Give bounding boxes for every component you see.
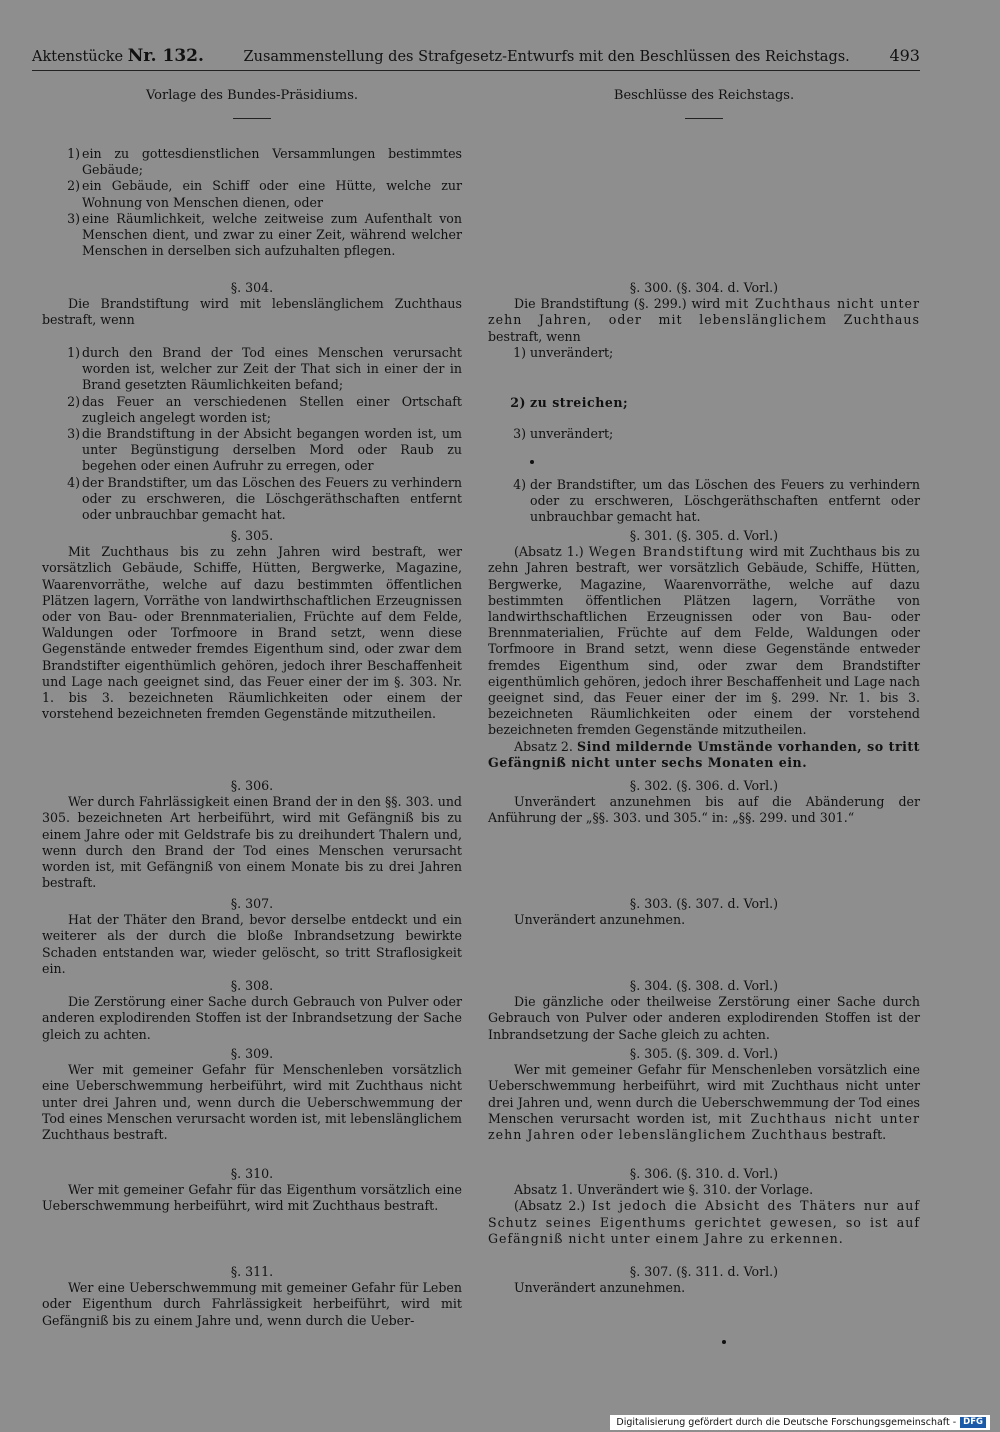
left-section-308	[42, 978, 462, 1043]
section-text: Die Brandstiftung wird mit lebenslänglichem Zuchthaus bestraft, wenn	[42, 296, 462, 328]
right-heading-rule	[685, 118, 723, 119]
list-item	[42, 211, 462, 260]
item-number: 2)	[67, 393, 80, 409]
item-number: 1)	[67, 146, 80, 161]
item-number: 1)	[513, 345, 526, 360]
item-number: 1)	[67, 345, 80, 360]
section-number: §. 301. (§. 305. d. Vorl.)	[629, 528, 779, 543]
item-number: 3)	[513, 426, 526, 441]
item-text: die Brandstiftung in der Absicht begangen worden ist, um unter Begünstigung derselben Mord oder Raub zu begehen oder einen Aufruhr zu erregen, oder	[82, 426, 462, 474]
item-text-bold: zu streichen;	[530, 395, 629, 410]
right-column-heading: Beschlüsse des Reichstags.	[613, 88, 795, 103]
left-section-304	[42, 280, 462, 329]
item-number: 3)	[67, 426, 80, 442]
section-text: Die gänzliche oder theilweise Zerstörung einer Sache durch Gebrauch von Pulver oder anderen explodirenden Stoffen ist der Inbrandsetzung der Sache gleich zu achten.	[488, 994, 920, 1042]
list-item	[42, 345, 462, 394]
section-text: Hat der Thäter den Brand, bevor derselbe entdeckt und ein weiterer als der durch die bloße Inbrandsetzung bewirkte Schaden entstanden war, wieder gelöscht, so tritt Straflosigkeit ein.	[42, 912, 462, 976]
right-column	[488, 88, 920, 1296]
left-section-306	[42, 778, 462, 891]
list-item	[488, 395, 920, 411]
ink-dot	[530, 460, 534, 464]
list-item	[42, 394, 462, 426]
section-number: §. 303. (§. 307. d. Vorl.)	[629, 896, 779, 911]
text-run: (Absatz 2.)	[514, 1198, 592, 1214]
right-item-2	[488, 395, 920, 411]
left-section-305	[42, 528, 462, 722]
spaced-text: mit Zuchthaus nicht unter zehn Jahren, oder mit lebenslänglichem Zuchthaus	[488, 296, 920, 328]
left-section-307	[42, 896, 462, 977]
right-section-304	[488, 978, 920, 1043]
section-text: Unverändert anzunehmen.	[514, 1280, 686, 1296]
section-text: Wer mit gemeiner Gefahr für das Eigenthum vorsätzlich eine Ueberschwemmung herbeiführt, wird mit Zuchthaus bestraft.	[42, 1182, 462, 1214]
bold-text: Sind mildernde Umstände vorhanden, so tritt Gefängniß nicht unter sechs Monaten ein.	[488, 738, 920, 770]
item-number: 2)	[510, 395, 526, 410]
right-item-3	[488, 426, 920, 442]
ink-dot	[722, 1340, 726, 1344]
item-text: das Feuer an verschiedenen Stellen einer Ortschaft zugleich angelegt worden ist;	[82, 393, 462, 425]
section-text	[488, 739, 920, 771]
left-304-items	[42, 345, 462, 523]
left-column-heading: Vorlage des Bundes-Präsidiums.	[145, 88, 358, 103]
section-text: Wer mit gemeiner Gefahr für Menschenleben vorsätzlich eine Ueberschwemmung herbeiführt, wird mit Zuchthaus nicht unter drei Jahren und, wenn durch die Ueberschwemmung der Tod eines Menschen verursacht worden ist, mit lebenslänglichem Zuchthaus bestraft.	[42, 1062, 462, 1143]
section-text: Absatz 1. Unverändert wie §. 310. der Vorlage.	[514, 1182, 814, 1198]
section-number: §. 304.	[230, 280, 274, 295]
list-item	[488, 426, 920, 442]
section-number: §. 308.	[230, 978, 274, 993]
header-number: Nr. 132.	[127, 46, 204, 66]
item-text: unverändert;	[530, 426, 614, 441]
right-section-307	[488, 1264, 920, 1296]
section-text	[488, 296, 920, 345]
section-text: Die Zerstörung einer Sache durch Gebrauch von Pulver oder anderen explodirenden Stoffen ist der Inbrandsetzung der Sache gleich zu achten.	[42, 994, 462, 1042]
right-section-301	[488, 528, 920, 771]
section-number: §. 307. (§. 311. d. Vorl.)	[629, 1264, 779, 1279]
section-number: §. 305.	[230, 528, 274, 543]
dfg-logo-icon: DFG	[960, 1417, 986, 1428]
left-section-310	[42, 1166, 462, 1215]
text-run: (Absatz 1.)	[514, 544, 589, 560]
right-section-300	[488, 280, 920, 345]
left-heading-rule	[233, 118, 271, 119]
right-section-305	[488, 1046, 920, 1143]
left-303-items	[42, 146, 462, 259]
item-text: ein zu gottesdienstlichen Versammlungen bestimmtes Gebäude;	[82, 146, 462, 178]
text-run: Wer mit gemeiner Gefahr für Menschenleben vorsätzlich eine Ueberschwemmung herbeiführt, wird mit Zuchthaus nicht unter drei Jahren und, wenn durch die Ueberschwemmung der Tod eines Menschen verursacht worden ist,	[488, 1062, 920, 1126]
section-number: §. 311.	[230, 1264, 274, 1279]
section-text: Unverändert anzunehmen bis auf die Abänderung der Anführung der „§§. 303. und 305.“ in: „§§. 299. und 301.“	[488, 794, 920, 826]
right-item-1	[488, 345, 920, 361]
item-text: durch den Brand der Tod eines Menschen verursacht worden ist, welcher zur Zeit der That sich in einer der in Brand gesetzten Räumlichkeiten befand;	[82, 345, 462, 393]
right-item-4	[488, 477, 920, 526]
right-section-306	[488, 1166, 920, 1247]
section-number: §. 309.	[230, 1046, 274, 1061]
text-run: Die Brandstiftung (§. 299.) wird	[514, 296, 726, 312]
item-number: 4)	[513, 477, 526, 492]
section-text	[488, 1198, 920, 1247]
section-number: §. 306.	[230, 778, 274, 793]
item-number: 4)	[67, 474, 80, 490]
page-number: 493	[889, 46, 920, 65]
spaced-text: Ist jedoch die Absicht des Thäters nur auf Schutz seines Eigenthums gerichtet gewesen, so ist auf Gefängniß nicht unter einem Jahre zu erkennen.	[488, 1198, 920, 1246]
list-item	[42, 178, 462, 210]
list-item	[42, 426, 462, 475]
section-number: §. 302. (§. 306. d. Vorl.)	[629, 778, 779, 793]
right-section-302	[488, 778, 920, 827]
section-text	[488, 1062, 920, 1143]
text-run: Absatz 2.	[514, 738, 578, 754]
section-text: Unverändert anzunehmen.	[514, 912, 686, 928]
list-item	[488, 345, 920, 361]
section-number: §. 304. (§. 308. d. Vorl.)	[629, 978, 779, 993]
list-item	[42, 475, 462, 524]
section-number: §. 305. (§. 309. d. Vorl.)	[629, 1046, 779, 1061]
digitization-credit	[610, 1415, 990, 1430]
left-section-311	[42, 1264, 462, 1329]
section-number: §. 307.	[230, 896, 274, 911]
item-text: unverändert;	[530, 345, 614, 360]
item-text: der Brandstifter, um das Löschen des Feuers zu verhindern oder zu erschweren, die Löschgeräthschaften entfernt oder unbrauchbar gemacht hat.	[82, 474, 462, 523]
item-number: 3)	[67, 210, 80, 226]
left-section-309	[42, 1046, 462, 1143]
running-header	[32, 46, 920, 71]
section-number: §. 306. (§. 310. d. Vorl.)	[629, 1166, 779, 1181]
section-number: §. 300. (§. 304. d. Vorl.)	[629, 280, 779, 295]
header-left	[32, 46, 204, 67]
section-text: Wer eine Ueberschwemmung mit gemeiner Gefahr für Leben oder Eigenthum durch Fahrlässigkeit herbeiführt, wird mit Gefängniß bis zu einem Jahre und, wenn durch die Ueber-	[42, 1280, 462, 1328]
section-text: Wer durch Fahrlässigkeit einen Brand der in den §§. 303. und 305. bezeichneten Art herbeiführt, wird mit Gefängniß bis zu einem Jahre oder mit Geldstrafe bis zu dreihundert Thalern und, wenn durch den Brand der Tod eines Menschen verursacht worden ist, mit Gefängniß von einem Monate bis zu drei Jahren bestraft.	[42, 794, 462, 891]
text-run: wird mit Zuchthaus bis zu zehn Jahren bestraft, wer vorsätzlich Gebäude, Schiffe, Hütten, Bergwerke, Magazine, Waarenvorräthe, welche auf dazu bestimmten öffentlichen Plätzen lagern, Vorräthe von landwirthschaftlichen Erzeugnissen oder von Bau- oder Brennmaterialien, Früchte auf dem Felde, Waldungen oder Torfmoore in Brand setzt, wenn diese Gegenstände entweder fremdes Eigenthum sind, oder zwar dem Brandstifter eigenthümlich gehören, jedoch ihrer Beschaffenheit und Lage nach geeignet sind, das Feuer einer der im §. 299. Nr. 1. bis 3. bezeichneten Räumlichkeiten oder einem der vorstehend bezeichneten fremden Gegenstände mitzutheilen.	[488, 544, 920, 738]
item-text: eine Räumlichkeit, welche zeitweise zum Aufenthalt von Menschen dient, und zwar zu einer Zeit, während welcher Menschen in derselben sich aufzuhalten pflegen.	[82, 210, 462, 259]
section-text	[488, 544, 920, 738]
spaced-text: Wegen Brandstiftung	[588, 544, 745, 560]
text-run: bestraft.	[827, 1127, 887, 1143]
section-text: Mit Zuchthaus bis zu zehn Jahren wird bestraft, wer vorsätzlich Gebäude, Schiffe, Hütten, Bergwerke, Magazine, Waarenvorräthe, welche auf dazu bestimmten öffentlichen Plätzen lagern, Vorräthe von landwirthschaftlichen Erzeugnissen oder von Bau- oder Brennmaterialien, Früchte auf dem Felde, Waldungen oder Torfmoore in Brand setzt, wenn diese Gegenstände entweder fremdes Eigenthum sind, oder zwar dem Brandstifter eigenthümlich gehören, jedoch ihrer Beschaffenheit und Lage nach geeignet sind, das Feuer einer der im §. 303. Nr. 1. bis 3. bezeichneten Räumlichkeiten oder einem der vorstehend bezeichneten fremden Gegenstände mitzutheilen.	[42, 544, 462, 722]
right-section-303	[488, 896, 920, 928]
spaced-text: mit Zuchthaus nicht unter zehn Jahren oder lebenslänglichem Zuchthaus	[488, 1110, 920, 1143]
list-item	[488, 477, 920, 526]
header-aktenstuecke: Aktenstücke	[32, 49, 124, 65]
list-item	[42, 146, 462, 178]
left-column	[42, 88, 462, 1328]
credit-text: Digitalisierung gefördert durch die Deutsche Forschungsgemeinschaft -	[616, 1417, 957, 1428]
item-text: ein Gebäude, ein Schiff oder eine Hütte, welche zur Wohnung von Menschen dienen, oder	[82, 178, 462, 210]
header-title: Zusammenstellung des Strafgesetz-Entwurfs mit den Beschlüssen des Reichstags.	[243, 49, 850, 65]
item-text: der Brandstifter, um das Löschen des Feuers zu verhindern oder zu erschweren, Löschgeräthschaften entfernt oder unbrauchbar gemacht hat.	[530, 477, 920, 525]
text-run: bestraft, wenn	[488, 328, 581, 344]
section-number: §. 310.	[230, 1166, 274, 1181]
item-number: 2)	[67, 178, 80, 194]
